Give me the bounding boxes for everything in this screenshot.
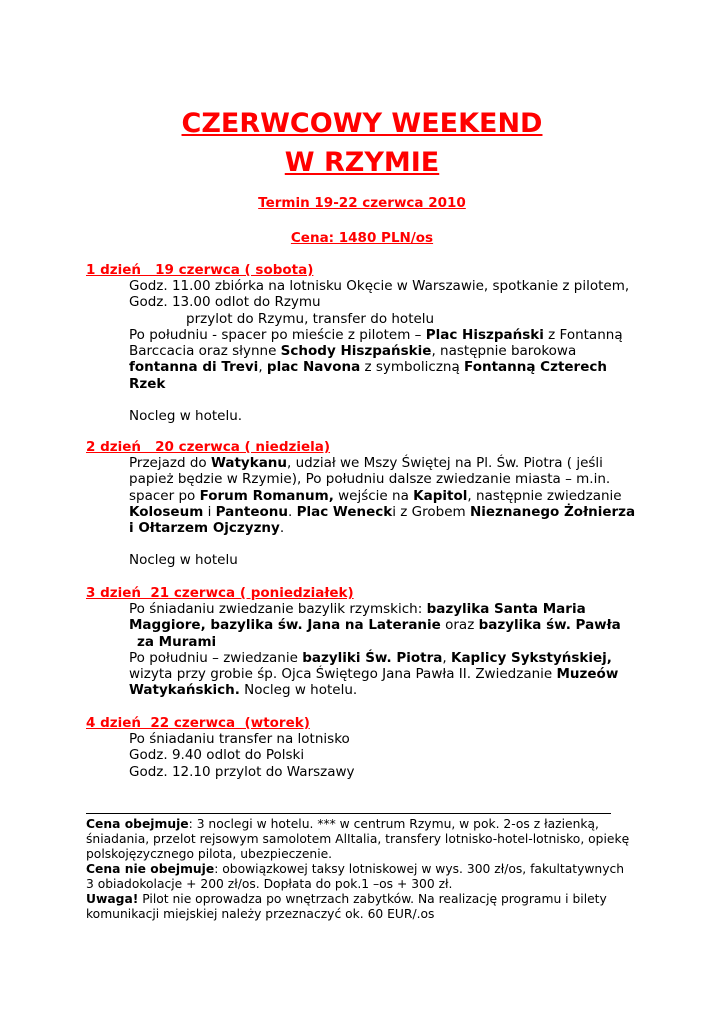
text-segment: Nocleg w hotelu. — [129, 408, 243, 425]
text-line — [129, 471, 649, 487]
text-line — [129, 764, 649, 780]
text-line — [86, 907, 626, 922]
bold-text: Cena nie obejmuje — [86, 862, 215, 876]
bold-text: Fontanną Czterech — [464, 359, 607, 376]
text-line — [129, 327, 649, 343]
footer-divider — [86, 813, 611, 814]
text-line — [129, 359, 649, 375]
text-segment: wejście na — [333, 487, 414, 504]
text-segment: śniadania, przelot rejsowym samolotem AlItalia, transfery lotnisko-hotel-lotnisko, opiekę — [86, 832, 630, 846]
text-line — [129, 617, 649, 633]
bold-text: za Murami — [137, 633, 217, 650]
text-segment: Godz. 11.00 zbiórka na lotnisku Okęcie w Warszawie, spotkanie z pilotem, — [129, 278, 630, 294]
bold-text: Koloseum — [129, 503, 204, 520]
text-segment: wizyta przy grobie śp. Ojca Świętego Jana Pawła II. Zwiedzanie — [129, 666, 557, 683]
text-line — [129, 731, 649, 747]
text-segment: , następnie barokowa — [431, 343, 577, 360]
text-line — [129, 278, 649, 294]
bold-text: bazyliki Św. Piotra — [302, 649, 443, 666]
blank-line — [129, 392, 649, 408]
day-heading: 3 dzień 21 czerwca ( poniedziałek) — [86, 585, 354, 601]
text-line — [86, 817, 626, 832]
text-segment: i z Grobem — [392, 503, 470, 520]
text-line — [129, 601, 649, 617]
day-body — [129, 455, 649, 569]
text-segment: Nocleg w hotelu — [129, 552, 238, 569]
bold-text: Plac Weneck — [296, 503, 393, 520]
text-segment: . — [279, 520, 285, 537]
term-date: Termin 19-22 czerwca 2010 — [258, 195, 466, 211]
text-segment: Po południu - spacer po mieście z pilotem – — [129, 326, 426, 343]
text-line — [129, 408, 649, 424]
text-segment: , następnie zwiedzanie — [467, 487, 622, 504]
bold-text: bazylika Santa Maria — [426, 601, 586, 617]
text-line — [86, 832, 630, 847]
text-segment: . — [287, 503, 297, 520]
text-segment: , udział we Mszy Świętej na Pl. Św. Piotra ( jeśli — [287, 455, 603, 471]
text-line — [86, 877, 626, 892]
text-line — [129, 634, 649, 650]
text-line — [86, 847, 626, 862]
text-segment: : obowiązkowej taksy lotniskowej w wys. 300 zł/os, fakultatywnych — [214, 862, 625, 876]
bold-text: Watykanu — [210, 455, 288, 471]
text-segment: komunikacji miejskiej należy przeznaczyć ok. 60 EUR/.os — [86, 907, 435, 921]
text-line — [129, 376, 649, 392]
footer-notes — [86, 817, 630, 922]
text-line — [129, 455, 649, 471]
text-segment: z symboliczną — [360, 359, 465, 376]
bold-text: Kaplicy Sykstyńskiej, — [450, 649, 612, 666]
text-segment: spacer po — [129, 487, 200, 504]
bold-text: Nieznanego Żołnierza — [469, 503, 636, 520]
text-segment: polskojęzycznego pilota, ubezpieczenie. — [86, 847, 333, 861]
text-line — [129, 552, 649, 568]
text-segment: papież będzie w Rzymie), Po południu dalsze zwiedzanie miasta – m.in. — [129, 471, 611, 488]
day-heading: 1 dzień 19 czerwca ( sobota) — [86, 262, 314, 278]
day-body — [129, 278, 649, 424]
day-body — [129, 601, 649, 699]
bold-text: Muzeów — [556, 666, 619, 683]
text-line — [129, 682, 649, 698]
text-segment: Po śniadaniu zwiedzanie bazylik rzymskich: — [129, 601, 427, 617]
text-segment: : 3 noclegi w hotelu. *** w centrum Rzymu, w pok. 2-os z łazienką, — [188, 817, 599, 831]
price: Cena: 1480 PLN/os — [290, 230, 434, 246]
text-segment: Barccacia oraz słynne — [129, 343, 281, 360]
text-segment: Godz. 9.40 odlot do Polski — [129, 747, 305, 764]
text-line — [129, 520, 649, 536]
text-segment: Po południu – zwiedzanie — [129, 649, 303, 666]
text-line — [129, 747, 649, 763]
day-heading: 2 dzień 20 czerwca ( niedziela) — [86, 439, 331, 455]
text-segment: Godz. 12.10 przylot do Warszawy — [129, 763, 355, 780]
text-line — [129, 666, 649, 682]
text-segment: i — [203, 503, 216, 520]
text-segment: , — [258, 359, 267, 376]
text-line — [129, 294, 649, 310]
day-heading: 4 dzień 22 czerwca (wtorek) — [86, 715, 310, 731]
text-line — [86, 862, 626, 877]
bold-text: Plac Hiszpański — [425, 326, 544, 343]
text-line — [129, 311, 649, 327]
text-segment: przylot do Rzymu, transfer do hotelu — [186, 310, 435, 327]
text-segment: Nocleg w hotelu. — [239, 682, 358, 699]
blank-line — [129, 536, 649, 552]
bold-text: fontanna di Trevi — [129, 359, 259, 376]
bold-text: Schody Hiszpańskie — [280, 343, 432, 360]
bold-text: Forum Romanum, — [199, 487, 334, 504]
bold-text: bazylika św. Pawła — [478, 617, 621, 634]
text-line — [86, 892, 626, 907]
bold-text: Panteonu — [215, 503, 288, 520]
text-segment: Po śniadaniu transfer na lotnisko — [129, 731, 350, 747]
text-segment: oraz — [440, 617, 479, 634]
title-line-2: W RZYMIE — [284, 147, 440, 178]
bold-text: Rzek — [129, 375, 166, 392]
text-segment: Pilot nie oprowadza po wnętrzach zabytków. Na realizację programu i bilety — [138, 892, 607, 906]
bold-text: plac Navona — [266, 359, 361, 376]
text-segment: z Fontanną — [543, 326, 623, 343]
title-line-1: CZERWCOWY WEEKEND — [181, 108, 543, 139]
bold-text: Maggiore, bazylika św. Jana na Lateranie — [129, 617, 441, 634]
text-segment: Godz. 13.00 odlot do Rzymu — [129, 294, 321, 311]
text-segment: 3 obiadokolacje + 200 zł/os. Dopłata do pok.1 –os + 300 zł. — [86, 877, 453, 891]
bold-text: i Ołtarzem Ojczyzny — [129, 520, 280, 537]
text-line — [129, 488, 649, 504]
text-segment: , — [442, 649, 451, 666]
text-line — [129, 650, 649, 666]
text-line — [129, 504, 649, 520]
day-body — [129, 731, 649, 780]
text-line — [129, 343, 649, 359]
bold-text: Uwaga! — [86, 892, 139, 906]
bold-text: Cena obejmuje — [86, 817, 189, 831]
text-segment: Przejazd do — [129, 455, 211, 471]
bold-text: Watykańskich. — [129, 682, 240, 699]
bold-text: Kapitol — [413, 487, 468, 504]
